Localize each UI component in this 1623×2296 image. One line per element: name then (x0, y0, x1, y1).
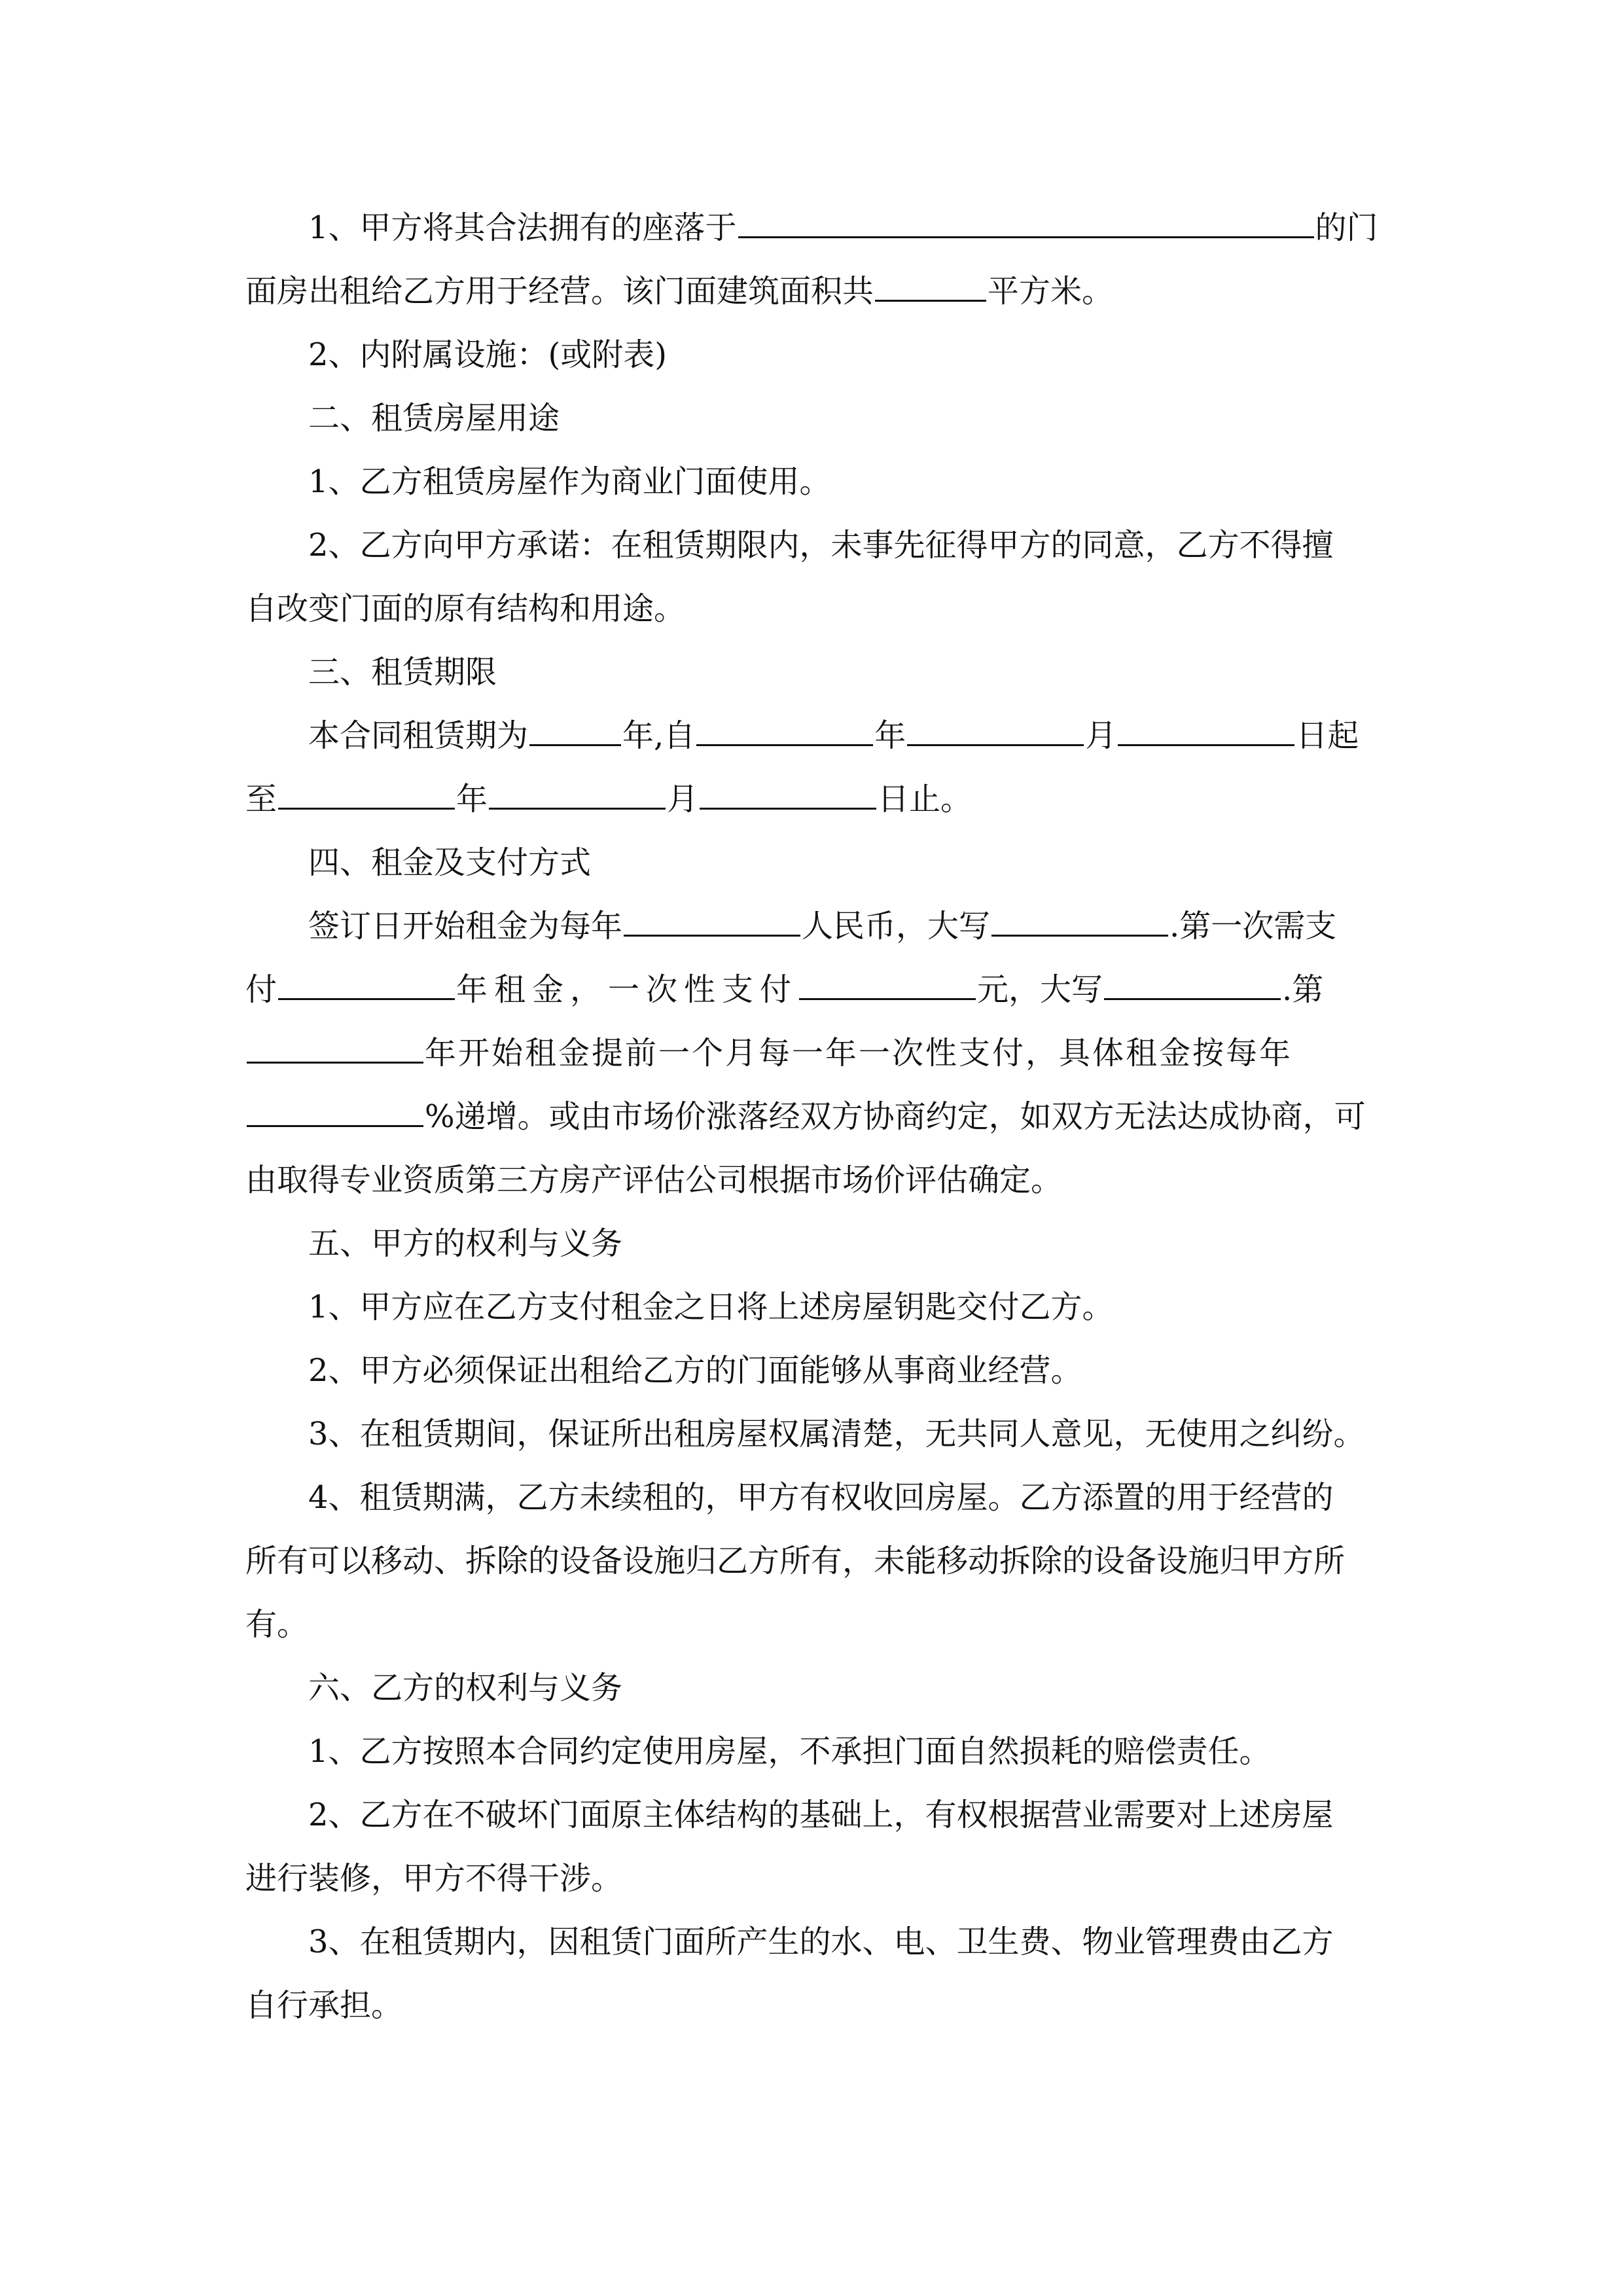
text: 人民币，大写 (802, 908, 991, 944)
text: 面房出租给乙方用于经营。该门面建筑面积共 (245, 273, 874, 310)
section-heading-5: 五、甲方的权利与义务 (308, 1225, 623, 1262)
section-5-clause-3: 3、在租赁期间，保证所出租房屋权属清楚，无共同人意见，无使用之纠纷。 (308, 1416, 1365, 1452)
text: 付 (245, 971, 277, 1008)
section-5-clause-4-line-1: 4、租赁期满，乙方未续租的，甲方有权收回房屋。乙方添置的用于经营的 (308, 1479, 1334, 1516)
start-day-blank[interactable] (1118, 713, 1294, 746)
text: 年,自 (622, 717, 696, 754)
text: 月 (667, 781, 699, 817)
section-heading-3: 三、租赁期限 (308, 654, 497, 691)
text: 日起 (1296, 717, 1359, 754)
start-month-blank[interactable] (907, 713, 1084, 746)
text: 年 (874, 717, 906, 754)
term-line-1 (245, 704, 1381, 768)
clause-2: 2、内附属设施：(或附表) (308, 336, 667, 373)
annual-rent-words-blank[interactable] (991, 903, 1168, 937)
section-6-clause-1: 1、乙方按照本合同约定使用房屋，不承担门面自然损耗的赔偿责任。 (308, 1733, 1271, 1770)
location-blank[interactable] (738, 205, 1314, 238)
text: .第 (1282, 971, 1324, 1008)
section-2-clause-1: 1、乙方租赁房屋作为商业门面使用。 (308, 463, 831, 500)
section-6-clause-2-line-2: 进行装修，甲方不得干涉。 (245, 1860, 623, 1897)
start-year-increase-blank[interactable] (247, 1030, 423, 1064)
section-heading-2: 二、租赁房屋用途 (308, 400, 560, 437)
clause-1-line-2 (245, 260, 1381, 323)
start-year-blank[interactable] (696, 713, 873, 746)
text: 的门 (1315, 209, 1378, 246)
text: 年租金，一次性支付 (456, 971, 798, 1008)
text: 1、甲方将其合法拥有的座落于 (308, 209, 737, 246)
text: 至 (245, 781, 277, 817)
rent-line-4 (245, 1085, 1381, 1149)
text: 年 (456, 781, 488, 817)
first-payment-amount-blank[interactable] (799, 967, 976, 1000)
text: %递增。或由市场价涨落经双方协商约定，如双方无法达成协商，可 (425, 1098, 1366, 1135)
rent-line-1 (245, 895, 1381, 958)
section-2-clause-2-line-2: 自改变门面的原有结构和用途。 (245, 590, 686, 627)
end-day-blank[interactable] (700, 776, 876, 810)
text: 平方米。 (988, 273, 1114, 310)
end-year-blank[interactable] (278, 776, 455, 810)
text: 日止。 (878, 781, 972, 817)
first-payment-years-blank[interactable] (278, 967, 455, 1000)
section-6-clause-3-line-2: 自行承担。 (245, 1987, 403, 2024)
end-month-blank[interactable] (489, 776, 666, 810)
section-5-clause-1: 1、甲方应在乙方支付租金之日将上述房屋钥匙交付乙方。 (308, 1289, 1114, 1325)
rent-line-2 (245, 958, 1381, 1022)
area-blank[interactable] (875, 268, 986, 302)
section-2-clause-2-line-1: 2、乙方向甲方承诺：在租赁期限内，未事先征得甲方的同意，乙方不得擅 (308, 527, 1334, 564)
contract-page (245, 196, 1381, 2037)
rent-line-5: 由取得专业资质第三方房产评估公司根据市场价评估确定。 (245, 1162, 1063, 1198)
text: 月 (1085, 717, 1117, 754)
section-heading-6: 六、乙方的权利与义务 (308, 1670, 623, 1706)
term-line-2 (245, 768, 1381, 831)
text: 年开始租金提前一个月每一年一次性支付，具体租金按每年 (425, 1035, 1293, 1071)
section-5-clause-4-line-2: 所有可以移动、拆除的设备设施归乙方所有，未能移动拆除的设备设施归甲方所 (245, 1543, 1346, 1579)
text: .第一次需支 (1169, 908, 1337, 944)
term-years-blank[interactable] (529, 713, 621, 746)
text: 本合同租赁期为 (308, 717, 529, 754)
first-payment-words-blank[interactable] (1104, 967, 1281, 1000)
section-heading-4: 四、租金及支付方式 (308, 844, 592, 881)
section-5-clause-2: 2、甲方必须保证出租给乙方的门面能够从事商业经营。 (308, 1352, 1082, 1389)
annual-rent-blank[interactable] (624, 903, 800, 937)
rent-line-3 (245, 1022, 1381, 1085)
clause-1-line-1 (245, 196, 1381, 260)
section-6-clause-3-line-1: 3、在租赁期内，因租赁门面所产生的水、电、卫生费、物业管理费由乙方 (308, 1924, 1334, 1960)
increase-percent-blank[interactable] (247, 1094, 423, 1127)
section-5-clause-4-line-3: 有。 (245, 1606, 309, 1643)
text: 元，大写 (977, 971, 1103, 1008)
text: 签订日开始租金为每年 (308, 908, 623, 944)
section-6-clause-2-line-1: 2、乙方在不破坏门面原主体结构的基础上，有权根据营业需要对上述房屋 (308, 1797, 1334, 1833)
